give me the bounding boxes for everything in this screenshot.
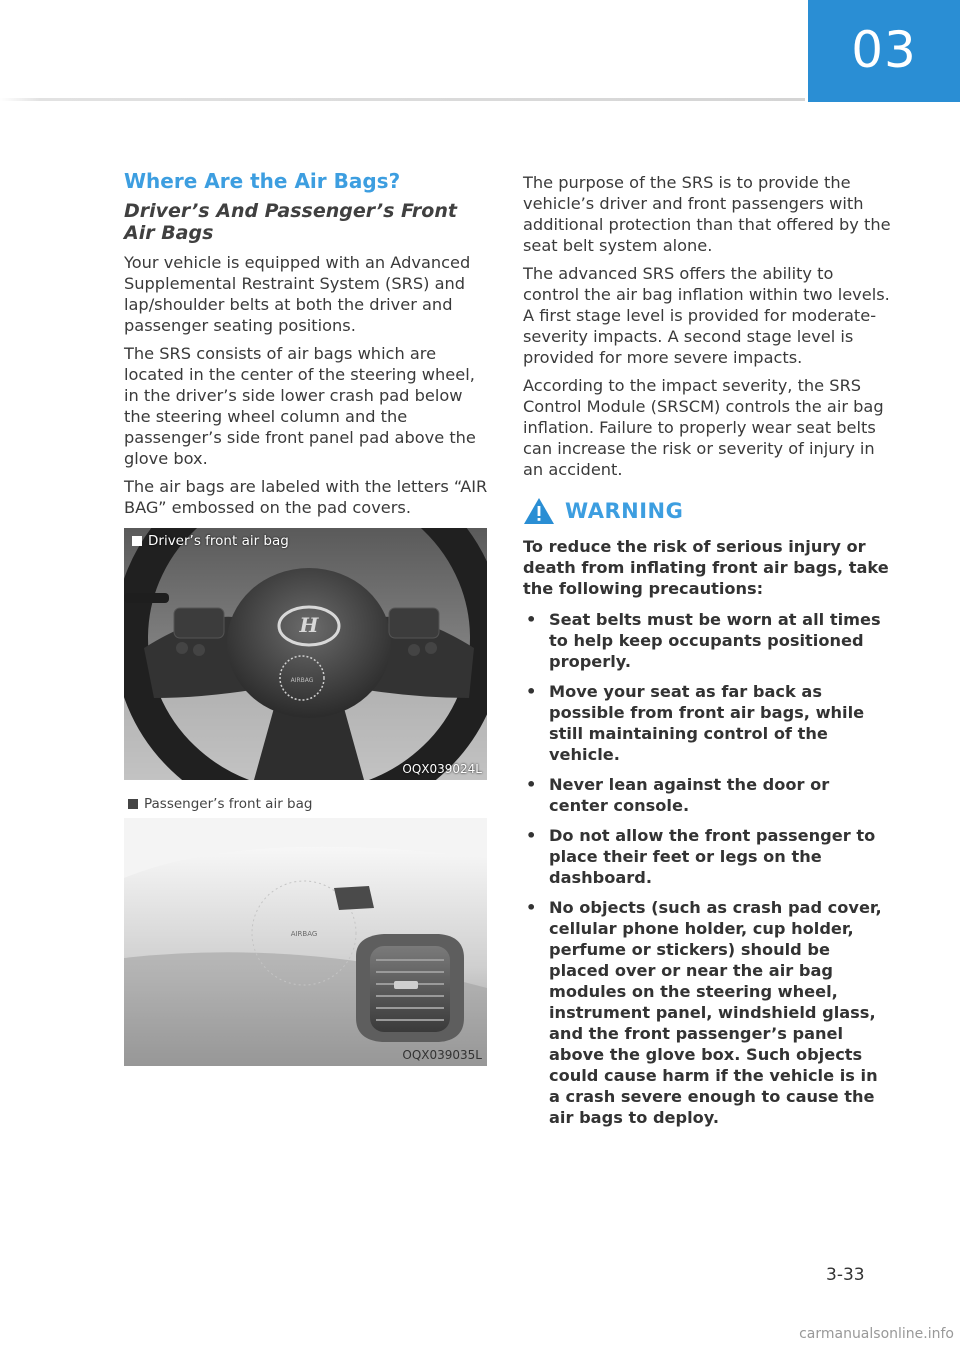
list-item bbox=[523, 774, 893, 816]
header-rule bbox=[0, 98, 805, 101]
driver-airbag-photo bbox=[124, 528, 487, 780]
bullet-icon: • bbox=[526, 682, 537, 701]
right-column bbox=[523, 172, 893, 1137]
figure-caption bbox=[124, 790, 487, 818]
watermark-text: carmanualsonline.info bbox=[799, 1326, 954, 1342]
svg-text:H: H bbox=[299, 613, 319, 637]
warning-intro: To reduce the risk of serious injury or death from inflating front air bags, take the following precautions: bbox=[523, 537, 889, 598]
section-title: Where Are the Air Bags? bbox=[124, 169, 401, 193]
list-item bbox=[523, 825, 893, 888]
sub-title: Driver’s And Passenger’s Front Air Bags bbox=[124, 200, 457, 244]
figure-caption bbox=[132, 533, 289, 549]
bullet-icon: • bbox=[526, 898, 537, 917]
list-item bbox=[523, 609, 893, 672]
caption-square-icon bbox=[128, 799, 138, 809]
chapter-tab bbox=[808, 0, 960, 102]
figure-passenger-airbag bbox=[124, 790, 487, 1066]
figure-code: OQX039035L bbox=[402, 1048, 482, 1062]
warning-triangle-icon bbox=[523, 496, 555, 526]
list-item-text: Seat belts must be worn at all times to help keep occupants positioned properly. bbox=[549, 610, 881, 671]
paragraph: The advanced SRS offers the ability to control the air bag inflation within two levels. A first stage level is provided for moderate-severity impacts. A second stage level is provided for more severe impacts. bbox=[523, 264, 890, 367]
caption-square-icon bbox=[132, 536, 142, 546]
watermark bbox=[0, 1326, 960, 1346]
bullet-icon: • bbox=[526, 775, 537, 794]
paragraph: Your vehicle is equipped with an Advanced Supplemental Restraint System (SRS) and lap/shoulder belts at both the driver and passenger seating positions. bbox=[124, 253, 471, 335]
passenger-airbag-photo bbox=[124, 818, 487, 1066]
list-item bbox=[523, 681, 893, 765]
airbag-emboss: AIRBAG bbox=[290, 677, 314, 684]
bullet-icon: • bbox=[526, 610, 537, 629]
list-item bbox=[523, 897, 893, 1128]
figure-code: OQX039024L bbox=[402, 762, 482, 776]
caption-text: Driver’s front air bag bbox=[148, 533, 289, 549]
chapter-number: 03 bbox=[851, 21, 917, 79]
left-column bbox=[124, 168, 489, 1066]
warning-list bbox=[523, 609, 893, 1128]
paragraph: The purpose of the SRS is to provide the vehicle’s driver and front passengers with additional protection than that offered by the seat belt system alone. bbox=[523, 173, 891, 255]
airbag-emboss: AIRBAG bbox=[290, 930, 318, 938]
steering-wheel-illustration bbox=[124, 528, 487, 780]
warning-title: WARNING bbox=[565, 499, 684, 523]
list-item-text: Do not allow the front passenger to place their feet or legs on the dashboard. bbox=[549, 826, 876, 887]
figure-driver-airbag bbox=[124, 528, 487, 780]
caption-text: Passenger’s front air bag bbox=[144, 796, 313, 812]
list-item-text: Move your seat as far back as possible from front air bags, while still maintaining control of the vehicle. bbox=[549, 682, 865, 764]
warning-header bbox=[523, 496, 893, 526]
paragraph: The air bags are labeled with the letters “AIR BAG” embossed on the pad covers. bbox=[124, 477, 488, 517]
paragraph: According to the impact severity, the SRS Control Module (SRSCM) controls the air bag inflation. Failure to properly wear seat belts can increase the risk or severity of injury in an accident. bbox=[523, 376, 884, 479]
list-item-text: Never lean against the door or center console. bbox=[549, 775, 830, 815]
paragraph: The SRS consists of air bags which are located in the center of the steering wheel, in the driver’s side lower crash pad below the steering wheel column and the passenger’s side front panel pad above the glove box. bbox=[124, 344, 476, 468]
bullet-icon: • bbox=[526, 826, 537, 845]
page-number: 3-33 bbox=[826, 1265, 865, 1285]
list-item-text: No objects (such as crash pad cover, cellular phone holder, cup holder, perfume or stickers) should be placed over or near the air bag modules on the steering wheel, instrument panel, windshield glass, and the front passenger’s panel above the glove box. Such objects could cause harm if the vehicle is in a crash severe enough to cause the air bags to deploy. bbox=[549, 898, 882, 1127]
dashboard-illustration bbox=[124, 818, 487, 1066]
